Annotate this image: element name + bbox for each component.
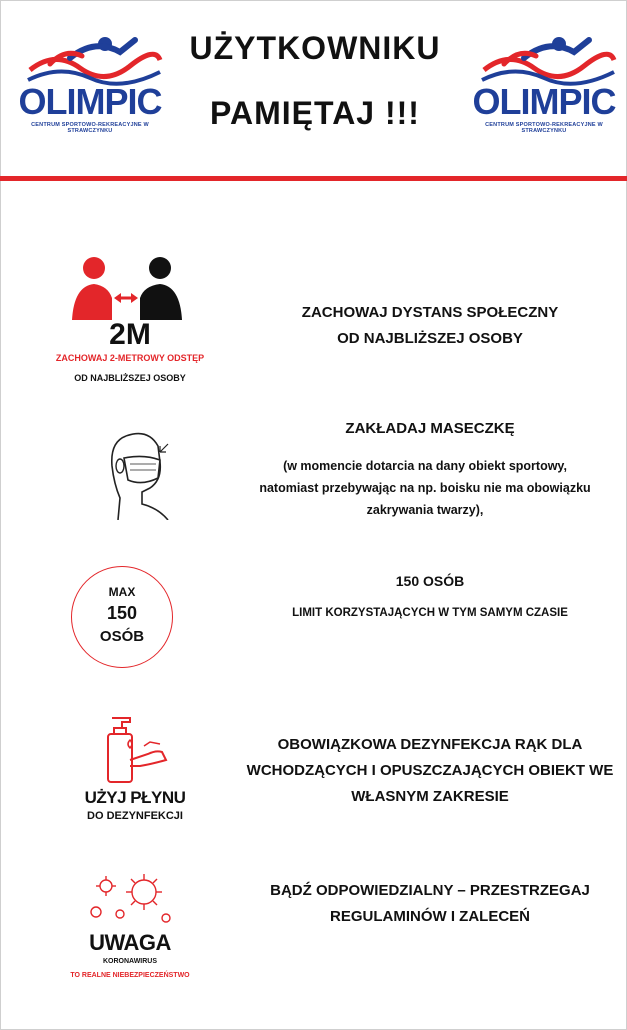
logo-subtitle: CENTRUM SPORTOWO-REKREACYJNE W STRAWCZYNKU — [31, 122, 149, 134]
face-mask-icon — [98, 428, 178, 520]
mask-body-line3: zakrywania twarzy), — [366, 503, 484, 517]
virus-icon — [76, 866, 176, 930]
mask-heading: ZAKŁADAJ MASECZKĘ — [345, 420, 515, 437]
header-divider — [0, 176, 627, 181]
logo-subtitle: CENTRUM SPORTOWO-REKREACYJNE W STRAWCZYNKU — [485, 122, 603, 134]
disinfect-text-line3: WŁASNYM ZAKRESIE — [351, 788, 509, 805]
logo-right — [464, 30, 624, 134]
logo-brand: OLIMPIC — [18, 81, 162, 122]
limit-body: LIMIT KORZYSTAJĄCYCH W TYM SAMYM CZASIE — [292, 607, 568, 619]
sanitizer-caption-2: DO DEZYNFEKCJI — [87, 810, 183, 822]
disinfect-text-line2: WCHODZĄCYCH I OPUSZCZAJĄCYCH OBIEKT WE — [246, 762, 614, 779]
distance-icon-big: 2M — [109, 318, 151, 351]
logo-brand: OLIMPIC — [472, 81, 616, 122]
circle-persons: OSÓB — [99, 628, 145, 645]
page-title-line1: UŻYTKOWNIKU — [189, 30, 441, 66]
responsible-text-line1: BĄDŹ ODPOWIEDZIALNY – PRZESTRZEGAJ — [270, 882, 590, 899]
distance-icon-caption: OD NAJBLIŻSZEJ OSOBY — [74, 373, 186, 383]
virus-caption-3: TO REALNE NIEBEZPIECZEŃSTWO — [70, 972, 190, 979]
responsible-text-line2: REGULAMINÓW I ZALECEŃ — [330, 908, 530, 925]
mask-body-line2: natomiast przebywając na np. boisku nie ma obowiązku — [259, 481, 591, 495]
distance-text-line2: OD NAJBLIŻSZEJ OSOBY — [337, 330, 523, 347]
circle-number: 150 — [106, 603, 138, 623]
hand-sanitizer-icon — [100, 714, 170, 786]
circle-max: MAX — [108, 585, 136, 599]
distance-text-line1: ZACHOWAJ DYSTANS SPOŁECZNY — [301, 304, 559, 321]
disinfect-text-line1: OBOWIĄZKOWA DEZYNFEKCJA RĄK DLA — [277, 736, 583, 753]
logo-left — [10, 30, 170, 134]
limit-heading: 150 OSÓB — [395, 573, 465, 589]
virus-caption: UWAGA — [89, 930, 171, 955]
distance-icon-caption: ZACHOWAJ 2-METROWY ODSTĘP — [55, 353, 205, 363]
mask-body-line1: (w momencie dotarcia na dany obiekt sportowy, — [283, 459, 567, 473]
page-title-line2: PAMIĘTAJ !!! — [210, 95, 420, 131]
sanitizer-caption: UŻYJ PŁYNU — [84, 788, 186, 807]
virus-caption-2: KORONAWIRUS — [102, 958, 158, 965]
social-distance-icon — [68, 254, 188, 322]
capacity-limit-icon — [71, 566, 173, 668]
